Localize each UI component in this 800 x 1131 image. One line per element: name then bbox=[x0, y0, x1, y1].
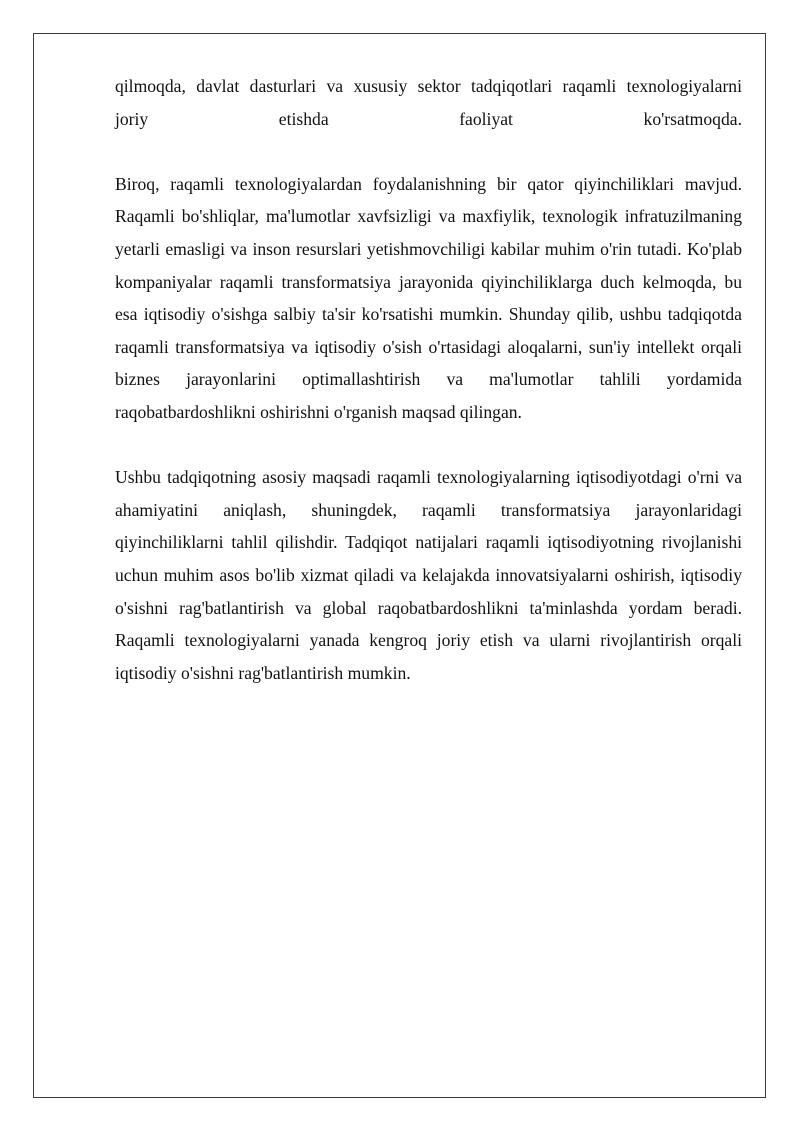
word: faoliyat bbox=[459, 108, 513, 129]
paragraph-line: qilmoqda, davlat dasturlari va xususiy sektor tadqiqotlari raqamli texnologiyalarni bbox=[115, 76, 742, 96]
word: etishda bbox=[278, 108, 329, 129]
paragraph-challenges: Biroq, raqamli texnologiyalardan foydalanishning bir qator qiyinchiliklari mavjud. Raqamli bo'shliqlar, ma'lumotlar xavfsizligi va maxfiylik, texnologik infratuzilmaning yetarli emasligi va inson resurslari yetishmovchiligi kabilar muhim o'rin tutadi. Ko'plab kompaniyalar raqamli transformatsiya jarayonida qiyinchiliklarga duch kelmoqda, bu esa iqtisodiy o'sishga salbiy ta'sir ko'rsatishi mumkin. Shunday qilib, ushbu tadqiqotda raqamli transformatsiya va iqtisodiy o'sish o'rtasidagi aloqalarni, sun'iy intellekt orqali biznes jarayonlarini optimallashtirish va ma'lumotlar tahlili yordamida raqobatbardoshlikni oshirishni o'rganish maqsad qilingan. bbox=[115, 173, 742, 422]
paragraph-continuation bbox=[115, 70, 742, 135]
paragraph-last-line bbox=[115, 103, 742, 136]
word: ko'rsatmoqda. bbox=[643, 108, 742, 129]
paragraph-objective: Ushbu tadqiqotning asosiy maqsadi raqamli texnologiyalarning iqtisodiyotdagi o'rni va ahamiyatini aniqlash, shuningdek, raqamli transformatsiya jarayonlaridagi qiyinchiliklarni tahlil qilishdir. Tadqiqot natijalari raqamli iqtisodiyotning rivojlanishi uchun muhim asos bo'lib xizmat qiladi va kelajakda innovatsiyalarni oshirish, iqtisodiy o'sishni rag'batlantirish va global raqobatbardoshlikni ta'minlashda yordam beradi. Raqamli texnologiyalarni yanada kengroq joriy etish va ularni rivojlantirish orqali iqtisodiy o'sishni rag'batlantirish mumkin. bbox=[115, 467, 742, 683]
document-body bbox=[115, 70, 742, 722]
word: joriy bbox=[115, 108, 149, 129]
